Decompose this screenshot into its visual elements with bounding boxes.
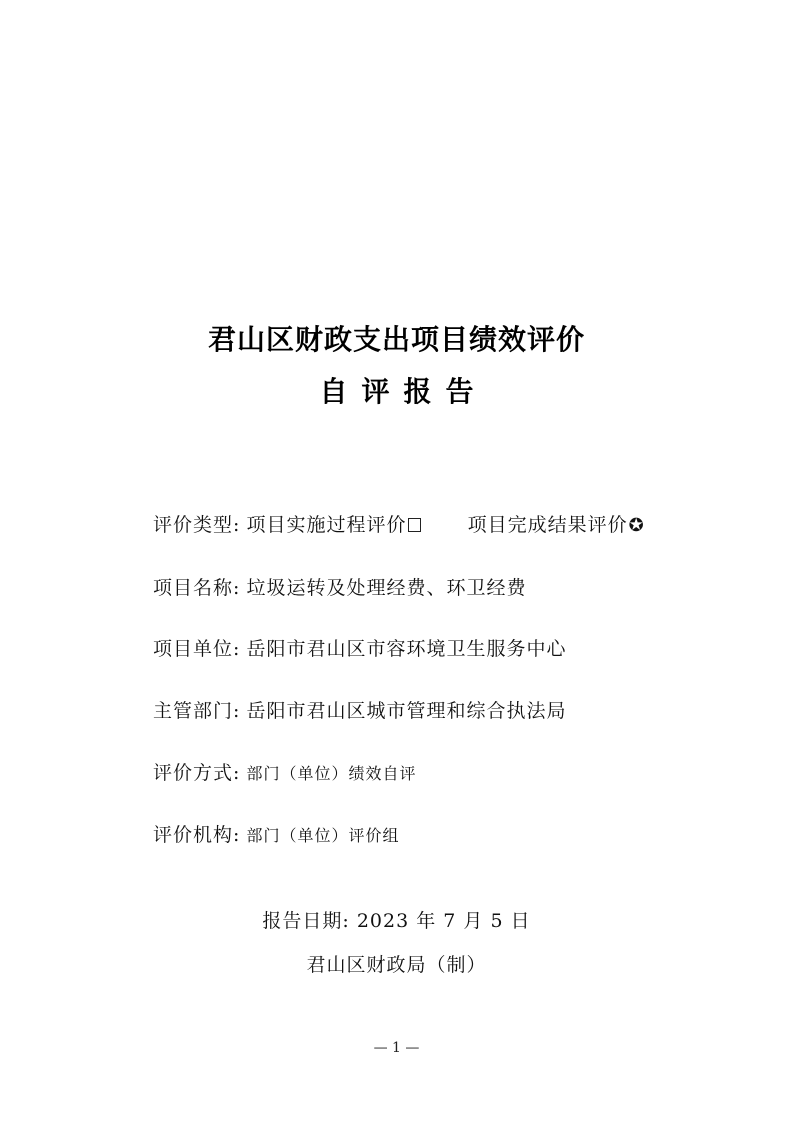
page-number: — 1 —: [373, 1040, 420, 1056]
report-subtitle: 自评报告: [319, 375, 488, 408]
checkbox-icon: [408, 518, 421, 532]
field-project-unit: [153, 634, 566, 661]
eval-type-label: 评价类型:: [153, 514, 241, 536]
project-unit-value: 岳阳市君山区市容环境卫生服务中心: [246, 638, 567, 660]
field-supervisor: [153, 696, 566, 723]
report-issuer: 君山区财政局（制）: [306, 954, 487, 976]
field-eval-org: [153, 820, 399, 847]
project-unit-label: 项目单位:: [153, 638, 241, 660]
field-eval-method: [153, 758, 416, 785]
field-eval-type: [153, 510, 644, 537]
eval-type-option-result: 项目完成结果评价: [467, 514, 628, 536]
eval-org-value: 部门（单位）评价组: [246, 826, 400, 845]
project-name-value: 垃圾运转及处理经费、环卫经费: [246, 577, 527, 599]
report-date: 报告日期: 2023 年 7 月 5 日: [262, 910, 531, 932]
eval-method-value: 部门（单位）绩效自评: [246, 764, 417, 783]
project-name-label: 项目名称:: [153, 577, 241, 599]
eval-org-label: 评价机构:: [153, 824, 241, 846]
eval-method-label: 评价方式:: [153, 762, 241, 784]
supervisor-value: 岳阳市君山区城市管理和综合执法局: [246, 700, 567, 722]
field-project-name: [153, 573, 526, 600]
eval-type-option-process: 项目实施过程评价: [246, 514, 407, 536]
report-title: 君山区财政支出项目绩效评价: [207, 323, 585, 356]
selected-mark-icon: ✪: [628, 515, 644, 536]
supervisor-label: 主管部门:: [153, 700, 241, 722]
